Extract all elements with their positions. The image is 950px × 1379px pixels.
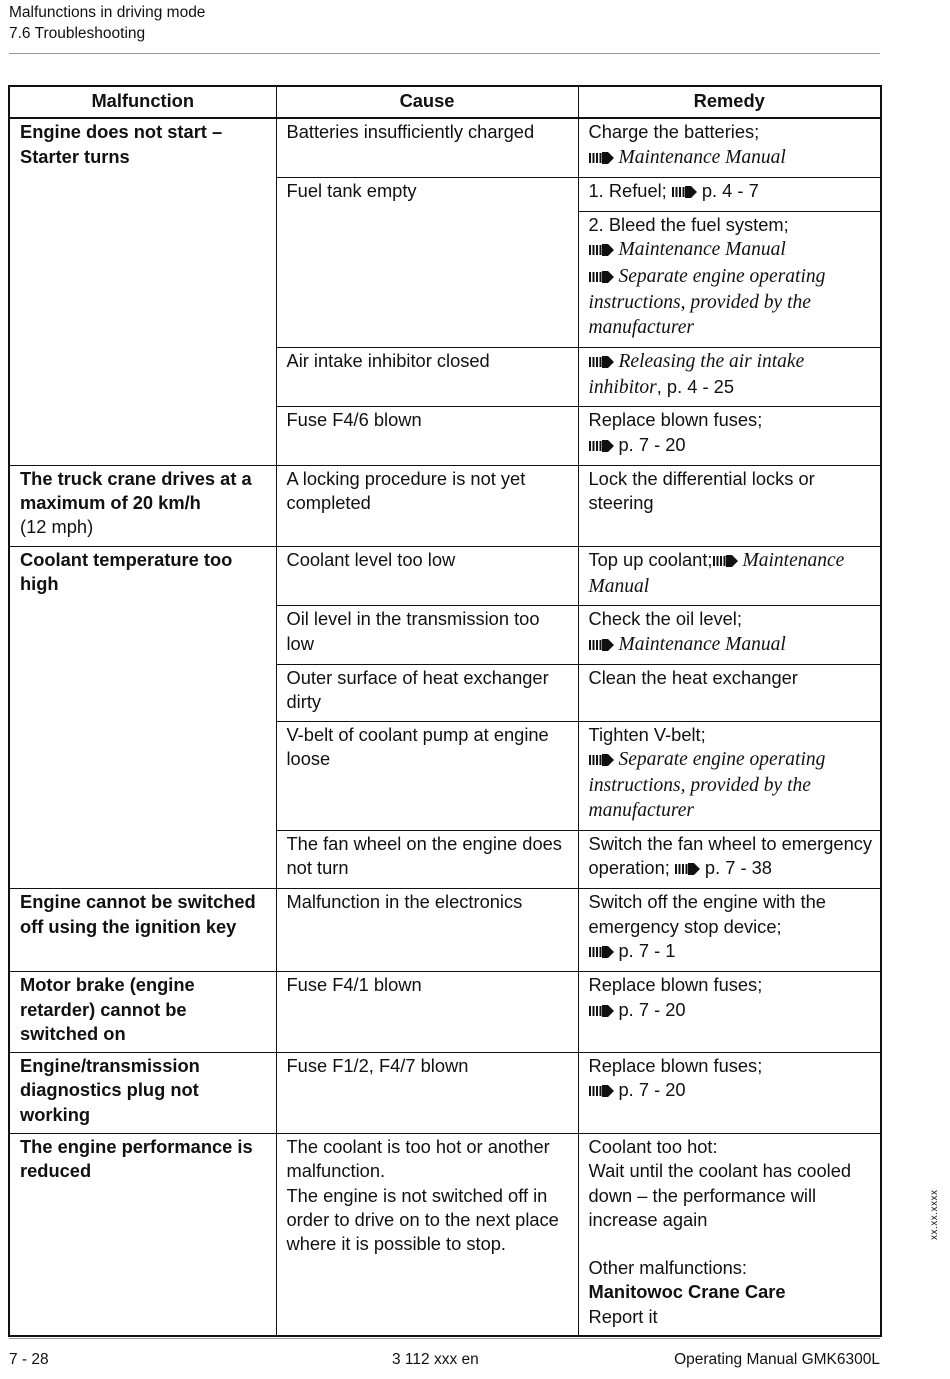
table-row — [9, 1133, 881, 1336]
cause-cell: Fuse F4/6 blown — [276, 407, 578, 466]
remedy-text: Wait until the coolant has cooled down – the performance will increase again — [588, 1160, 852, 1230]
footer-rule — [9, 1338, 880, 1339]
malfunction-cell: The engine performance is reduced — [9, 1133, 276, 1336]
remedy-text: Top up coolant; — [588, 548, 713, 570]
table-row — [9, 546, 881, 606]
arrow-reference-icon — [589, 266, 615, 290]
remedy-text: Replace blown fuses; — [588, 1055, 763, 1077]
remedy-cell: Lock the differential locks or steering — [578, 465, 881, 546]
side-code: xx.xx.xxxx — [929, 1189, 940, 1240]
service-name: Manitowoc Crane Care — [588, 1281, 786, 1303]
cause-cell: Oil level in the transmission too low — [276, 606, 578, 665]
cause-cell: Batteries insufficiently charged — [276, 118, 578, 177]
page-reference-link[interactable]: p. 7 - 1 — [618, 939, 676, 961]
reference-link[interactable]: Maintenance Manual — [588, 549, 845, 598]
malfunction-note: (12 mph) — [20, 516, 94, 538]
malfunction-cell: Engine does not start – Starter turns — [9, 118, 276, 465]
column-header-malfunction: Malfunction — [9, 86, 276, 118]
remedy-text: Switch off the engine with the emergency stop device; — [588, 891, 826, 937]
arrow-reference-icon — [589, 749, 615, 773]
cause-cell — [276, 1133, 578, 1336]
spacer — [589, 1232, 873, 1256]
reference-link[interactable]: Separate engine operating instructions, provided by the manufacturer — [588, 748, 826, 822]
remedy-cell — [578, 118, 881, 177]
reference-link[interactable]: Maintenance Manual — [618, 239, 786, 261]
table-row — [9, 118, 881, 177]
remedy-cell — [578, 347, 881, 407]
cause-cell: V-belt of coolant pump at engine loose — [276, 721, 578, 830]
table-header-row — [9, 86, 881, 118]
remedy-cell — [578, 1053, 881, 1134]
cause-cell: Fuse F4/1 blown — [276, 972, 578, 1053]
remedy-text: Other malfunctions: — [588, 1257, 748, 1279]
reference-link[interactable]: Separate engine operating instructions, provided by the manufacturer — [588, 265, 826, 339]
page-reference-link[interactable]: p. 7 - 38 — [704, 857, 772, 879]
cause-cell: Fuse F1/2, F4/7 blown — [276, 1053, 578, 1134]
cause-text: The coolant is too hot or another malfunction. — [286, 1135, 550, 1182]
arrow-reference-icon — [713, 550, 739, 574]
remedy-cell — [578, 212, 881, 347]
cause-cell: Coolant level too low — [276, 546, 578, 606]
arrow-reference-icon — [589, 1000, 615, 1024]
cause-cell: Malfunction in the electronics — [276, 889, 578, 972]
arrow-reference-icon — [589, 351, 615, 375]
remedy-cell — [578, 830, 881, 889]
table-row — [9, 972, 881, 1053]
arrow-reference-icon — [672, 181, 698, 205]
arrow-reference-icon — [589, 941, 615, 965]
table-row — [9, 465, 881, 546]
table-row — [9, 1053, 881, 1134]
reference-link[interactable]: Maintenance Manual — [618, 633, 786, 655]
arrow-reference-icon — [589, 1080, 615, 1104]
remedy-text: Report it — [588, 1305, 658, 1327]
remedy-cell — [578, 1133, 881, 1336]
remedy-cell — [578, 889, 881, 972]
footer-doc-number: 3 112 xxx en — [392, 1351, 479, 1368]
malfunction-cell — [9, 465, 276, 546]
arrow-reference-icon — [589, 634, 615, 658]
cause-cell: A locking procedure is not yet completed — [276, 465, 578, 546]
remedy-cell — [578, 721, 881, 830]
reference-link[interactable]: Releasing the air intake inhibitor — [588, 350, 805, 398]
remedy-cell — [578, 407, 881, 466]
page-reference-link[interactable]: p. 7 - 20 — [618, 998, 686, 1020]
table-row — [9, 889, 881, 972]
cause-cell: Air intake inhibitor closed — [276, 347, 578, 407]
cause-cell: Outer surface of heat exchanger dirty — [276, 664, 578, 721]
malfunction-text: The truck crane drives at a maximum of 20 km/h — [20, 467, 252, 514]
malfunction-cell: Engine cannot be switched off using the ignition key — [9, 889, 276, 972]
column-header-remedy: Remedy — [578, 86, 881, 118]
header-chapter: Malfunctions in driving mode — [9, 4, 206, 21]
footer-manual-title: Operating Manual GMK6300L — [674, 1351, 880, 1368]
remedy-text: 2. Bleed the fuel system; — [588, 214, 789, 236]
remedy-text: 1. Refuel; — [588, 179, 667, 201]
column-header-cause: Cause — [276, 86, 578, 118]
running-header — [9, 2, 205, 44]
malfunction-cell: Engine/transmission diagnostics plug not working — [9, 1053, 276, 1134]
header-rule — [9, 53, 880, 54]
remedy-text: Check the oil level; — [588, 608, 742, 630]
arrow-reference-icon — [589, 147, 615, 171]
cause-cell: The fan wheel on the engine does not turn — [276, 830, 578, 889]
cause-cell: Fuel tank empty — [276, 177, 578, 347]
remedy-cell: Clean the heat exchanger — [578, 664, 881, 721]
remedy-text: Switch the fan wheel to emergency operation; — [588, 832, 873, 879]
remedy-text: Coolant too hot: — [588, 1135, 718, 1157]
remedy-text: Replace blown fuses; — [588, 409, 763, 431]
page-reference-link[interactable]: p. 7 - 20 — [618, 433, 686, 455]
remedy-text: Tighten V-belt; — [588, 723, 706, 745]
page-reference-link[interactable]: p. 7 - 20 — [618, 1079, 686, 1101]
page-reference-link[interactable]: , p. 4 - 25 — [656, 375, 734, 397]
cause-text: The engine is not switched off in order to drive on to the next place where it is possible to stop. — [286, 1184, 559, 1255]
remedy-cell — [578, 177, 881, 211]
arrow-reference-icon — [589, 435, 615, 459]
malfunction-cell: Coolant temperature too high — [9, 546, 276, 889]
malfunction-cell: Motor brake (engine retarder) cannot be switched on — [9, 972, 276, 1053]
arrow-reference-icon — [675, 858, 701, 882]
remedy-cell — [578, 972, 881, 1053]
remedy-cell — [578, 606, 881, 665]
page-reference-link[interactable]: p. 4 - 7 — [701, 179, 759, 201]
remedy-text: Replace blown fuses; — [588, 974, 763, 996]
troubleshooting-table — [8, 85, 882, 1337]
header-section: 7.6 Troubleshooting — [9, 25, 146, 42]
reference-link[interactable]: Maintenance Manual — [618, 146, 786, 168]
remedy-cell — [578, 546, 881, 606]
footer-page-number: 7 - 28 — [9, 1351, 49, 1368]
remedy-text: Charge the batteries; — [588, 121, 760, 143]
arrow-reference-icon — [589, 239, 615, 263]
